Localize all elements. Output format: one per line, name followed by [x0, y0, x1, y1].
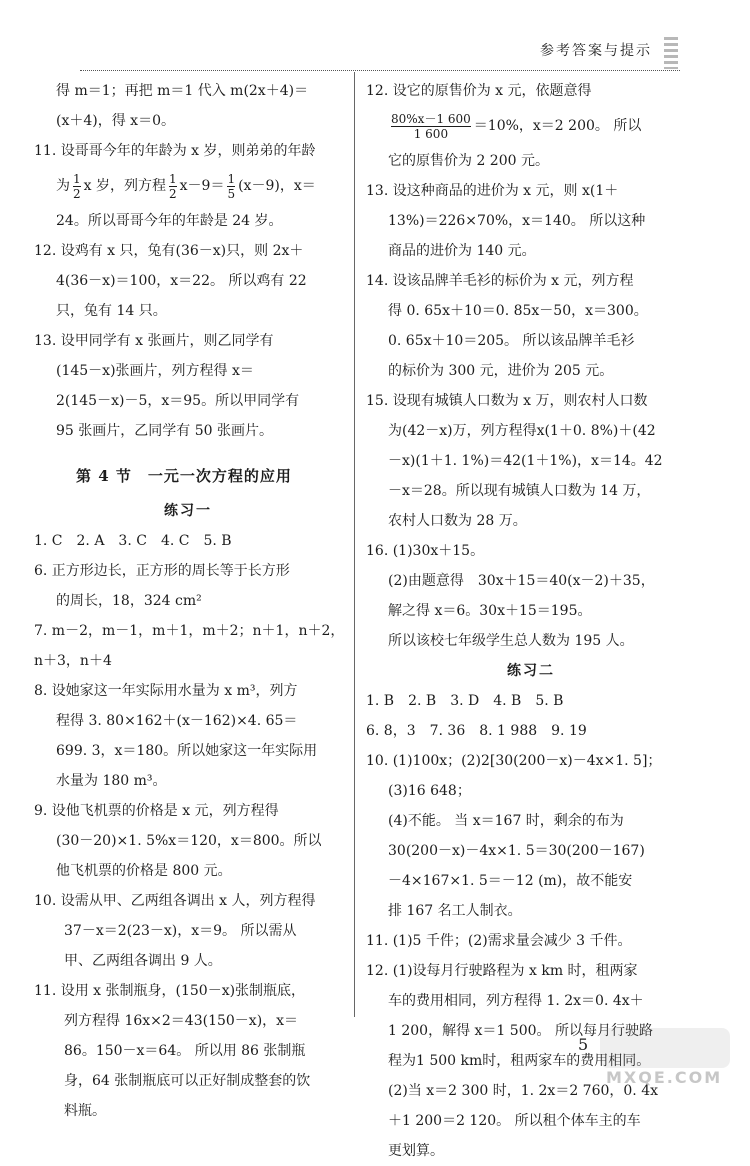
answer-15-line: －x＝28。所以现有城镇人口数为 14 万， [388, 483, 651, 499]
exercise-answer-line: 6. 8，3 7. 36 8. 1 988 9. 19 [366, 723, 587, 739]
exercise-answer-line: 他飞机票的价格是 800 元。 [56, 863, 232, 879]
right-column [366, 76, 696, 1166]
fraction-denominator: 2 [73, 186, 81, 201]
answer-15-line: 为(42－x)万，列方程得x(1＋0. 8%)＋(42 [388, 423, 656, 439]
header-title: 参考答案与提示 [540, 43, 652, 59]
exercise-answer-line: 程为1 500 km时，租两家车的费用相同。 [388, 1053, 651, 1069]
answer-13-line: 13. 设甲同学有 x 张画片，则乙同学有 [34, 333, 274, 349]
exercise-answer-line: 排 167 名工人制衣。 [388, 903, 522, 919]
exercise-answer-line: (4)不能。 当 x＝167 时，剩余的布为 [388, 813, 624, 829]
exercise-answer-line: 699. 3，x＝180。所以她家这一年实际用 [56, 743, 318, 759]
exercise-answer-line: 列方程得 16x×2＝43(150－x)，x＝ [64, 1013, 299, 1029]
answer-16-line: 16. (1)30x＋15。 [366, 543, 485, 559]
exercise-answer-line: 1 200，解得 x＝1 500。 所以每月行驶路 [388, 1023, 653, 1039]
exercise-answer-line: 的周长，18，324 cm² [56, 593, 202, 609]
exercise-answer-line: 料瓶。 [64, 1103, 106, 1119]
answer-line: 得 m＝1；再把 m＝1 代入 m(2x＋4)＝ [56, 83, 309, 99]
exercise-answer-line: 甲、乙两组各调出 9 人。 [64, 953, 222, 969]
answer-12-line: 只，兔有 14 只。 [56, 303, 167, 319]
answer-15-line: －x)(1＋1. 1%)＝42(1＋1%)，x＝14。42 [388, 453, 663, 469]
exercise-answer-line: 86。150－x＝64。 所以用 86 张制瓶 [64, 1043, 306, 1059]
exercise-answer-line: 30(200－x)－4x×1. 5＝30(200－167) [388, 843, 645, 859]
fraction [73, 172, 81, 201]
exercise-answer-line: ＋1 200＝2 120。 所以租个体车主的车 [388, 1113, 641, 1129]
text-segment: 为 [56, 178, 70, 194]
watermark-logo [600, 1028, 730, 1068]
answer-13-line: 95 张画片，乙同学有 50 张画片。 [56, 423, 273, 439]
answer-14-line: 的标价为 300 元，进价为 205 元。 [388, 363, 614, 379]
exercise-answer-line: 身，64 张制瓶底可以正好制成整套的饮 [64, 1073, 311, 1089]
answer-15-line: 15. 设现有城镇人口数为 x 万，则农村人口数 [366, 393, 648, 409]
exercise-answer-line: 12. (1)设每月行驶路程为 x km 时，租两家 [366, 963, 638, 979]
answer-13-line: (145－x)张画片，列方程得 x＝ [56, 363, 254, 379]
fraction-numerator: 1 [169, 171, 177, 186]
fraction [169, 172, 177, 201]
exercise-answer-line: (2)当 x＝2 300 时，1. 2x＝2 760，0. 4x [388, 1083, 659, 1099]
exercise-answer-line: 程得 3. 80×162＋(x－162)×4. 65＝ [56, 713, 298, 729]
answer-11-line: 11. 设哥哥今年的年龄为 x 岁，则弟弟的年龄 [34, 143, 316, 159]
exercise-answer-line: －4×167×1. 5＝－12 (m)，故不能安 [388, 873, 633, 889]
exercise-answer-line: 7. m－2，m－1，m＋1，m＋2；n＋1，n＋2， [34, 623, 345, 639]
answer-15-line: 农村人口数为 28 万。 [388, 513, 527, 529]
exercise-answer-line: (30－20)×1. 5%x＝120，x＝800。所以 [56, 833, 322, 849]
section-title: 第 4 节 一元一次方程的应用 [76, 467, 292, 485]
fraction [391, 112, 471, 141]
answer-11-line: 24。所以哥哥今年的年龄是 24 岁。 [56, 213, 283, 229]
exercise-answer-line: 9. 设他飞机票的价格是 x 元，列方程得 [34, 803, 279, 819]
exercise-answer-line: 11. 设用 x 张制瓶身，(150－x)张制瓶底， [34, 983, 306, 999]
page-number: 5 [578, 1035, 589, 1054]
exercise-answer-line: 水量为 180 m³。 [56, 773, 167, 789]
exercise-answer-line: 1. C 2. A 3. C 4. C 5. B [34, 533, 232, 549]
text-segment: x 岁，列方程 [83, 178, 166, 194]
answer-13-line: 2(145－x)－5，x＝95。所以甲同学有 [56, 393, 300, 409]
exercise-answer-line: 1. B 2. B 3. D 4. B 5. B [366, 693, 564, 709]
fraction-numerator: 1 [73, 171, 81, 186]
exercise-title: 练习二 [507, 663, 555, 679]
exercise-answer-line: 6. 正方形边长，正方形的周长等于长方形 [34, 563, 290, 579]
answer-12-line: 12. 设它的原售价为 x 元，依题意得 [366, 83, 592, 99]
answer-16-line: 解之得 x＝6。30x＋15＝195。 [388, 603, 592, 619]
answer-12-fraction-line [366, 106, 696, 146]
text-segment: x－9＝ [179, 178, 225, 194]
fraction-denominator: 2 [169, 186, 177, 201]
exercise-answer-line: n＋3，n＋4 [34, 653, 112, 669]
watermark-url: MXQE.COM [606, 1068, 723, 1087]
fraction [227, 172, 235, 201]
text-segment: (x－9)，x＝ [238, 178, 316, 194]
exercise-answer-line: 10. (1)100x；(2)2[30(200－x)－4x×1. 5]； [366, 753, 662, 769]
answer-12-line: 12. 设鸡有 x 只，兔有(36－x)只，则 2x＋ [34, 243, 304, 259]
answer-16-line: 所以该校七年级学生总人数为 195 人。 [388, 633, 634, 649]
header-tab-marker [664, 37, 678, 69]
left-column [34, 76, 345, 1126]
answer-11-fraction-line [34, 166, 342, 206]
answer-12-line: 它的原售价为 2 200 元。 [388, 153, 549, 169]
answer-14-line: 得 0. 65x＋10＝0. 85x－50，x＝300。 [388, 303, 648, 319]
exercise-answer-line: 37－x＝2(23－x)，x＝9。 所以需从 [64, 923, 297, 939]
column-divider [354, 72, 355, 1017]
answer-line: (x＋4)，得 x＝0。 [56, 113, 175, 129]
exercise-answer-line: 更划算。 [388, 1143, 444, 1159]
answer-14-line: 0. 65x＋10＝205。 所以该品牌羊毛衫 [388, 333, 635, 349]
fraction-numerator: 80%x－1 600 [391, 111, 471, 126]
exercise-answer-line: 10. 设需从甲、乙两组各调出 x 人，列方程得 [34, 893, 316, 909]
exercise-title: 练习一 [164, 503, 212, 519]
fraction-numerator: 1 [227, 171, 236, 186]
text-segment: ＝10%，x＝2 200。 所以 [473, 118, 642, 134]
fraction-denominator: 5 [227, 186, 236, 201]
answer-13-line: 13. 设这种商品的进价为 x 元，则 x(1＋ [366, 183, 619, 199]
answer-13-line: 商品的进价为 140 元。 [388, 243, 536, 259]
answer-13-line: 13%)＝226×70%，x＝140。 所以这种 [388, 213, 646, 229]
exercise-answer-line: (3)16 648； [388, 783, 471, 799]
exercise-answer-line: 11. (1)5 千件；(2)需求量会减少 3 千件。 [366, 933, 632, 949]
exercise-answer-line: 8. 设她家这一年实际用水量为 x m³，列方 [34, 683, 298, 699]
answer-14-line: 14. 设该品牌羊毛衫的标价为 x 元，列方程 [366, 273, 634, 289]
answer-16-line: (2)由题意得 30x＋15＝40(x－2)＋35， [388, 573, 655, 589]
header-dotted-rule [80, 70, 680, 71]
fraction-denominator: 1 600 [413, 126, 449, 141]
answer-12-line: 4(36－x)＝100，x＝22。 所以鸡有 22 [56, 273, 307, 289]
exercise-answer-line: 车的费用相同，列方程得 1. 2x＝0. 4x＋ [388, 993, 644, 1009]
